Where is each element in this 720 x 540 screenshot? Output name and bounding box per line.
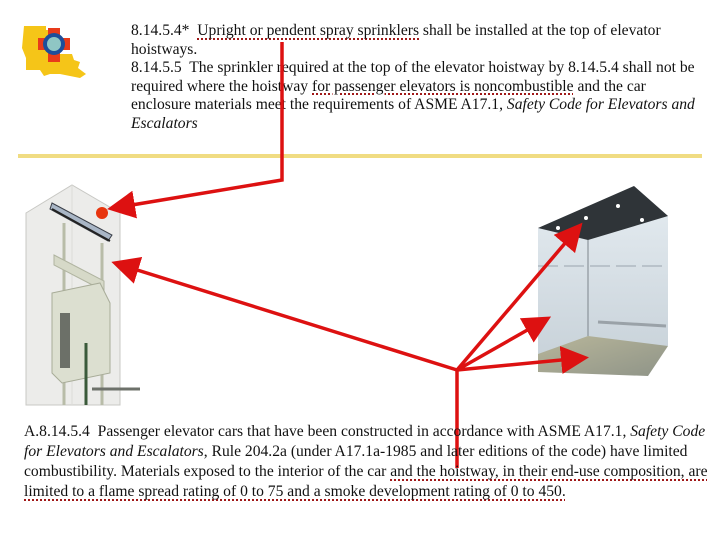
section-8-14-5-5 — [131, 59, 706, 133]
annex-a-8-14-5-4 — [24, 422, 714, 502]
elevator-hoistway-diagram — [22, 183, 140, 409]
divider-line — [18, 154, 702, 158]
section-8-14-5-4 — [131, 22, 706, 59]
section-number: 8.14.5.4* — [131, 22, 190, 39]
section-text: shall be installed at the top of elevator hoistways. — [131, 22, 661, 58]
section-text: The sprinkler required at the top of the elevator hoistway by 8.14.5.4 shall not be required where the hoistway — [131, 59, 695, 95]
underlined-phrase: and the hoistway, in their end-use composition, are limited to a flame spread rating of 0 to 75 and a smoke development rating of 0 to 450. — [24, 463, 708, 500]
arrow-to-wall — [457, 320, 545, 370]
section-text: , Rule 204.2a (under A17.1a-1985 and later editions of the code) have limited combustibility. Materials exposed to the interior of the car — [24, 443, 688, 480]
section-number: 8.14.5.5 — [131, 59, 182, 77]
section-text: and the car enclosure materials meet the requirements of ASME A17.1, — [131, 77, 646, 114]
elevator-car-interior-photo — [538, 186, 668, 376]
section-text: Passenger elevator cars that have been constructed in accordance with ASME A17.1, — [97, 423, 631, 440]
code-annex-text — [24, 422, 714, 502]
code-section-top — [131, 22, 706, 134]
underlined-phrase: Upright or pendent spray sprinklers — [197, 22, 420, 39]
section-number: A.8.14.5.4 — [24, 423, 90, 440]
arrow-to-hoistway — [118, 264, 457, 370]
fire-marshal-logo — [20, 18, 90, 80]
code-title: Safety Code for Elevators and Escalators — [24, 423, 706, 460]
underlined-phrase: for passenger elevators is noncombustible — [312, 77, 574, 95]
code-title: Safety Code for Elevators and Escalators — [131, 96, 695, 132]
